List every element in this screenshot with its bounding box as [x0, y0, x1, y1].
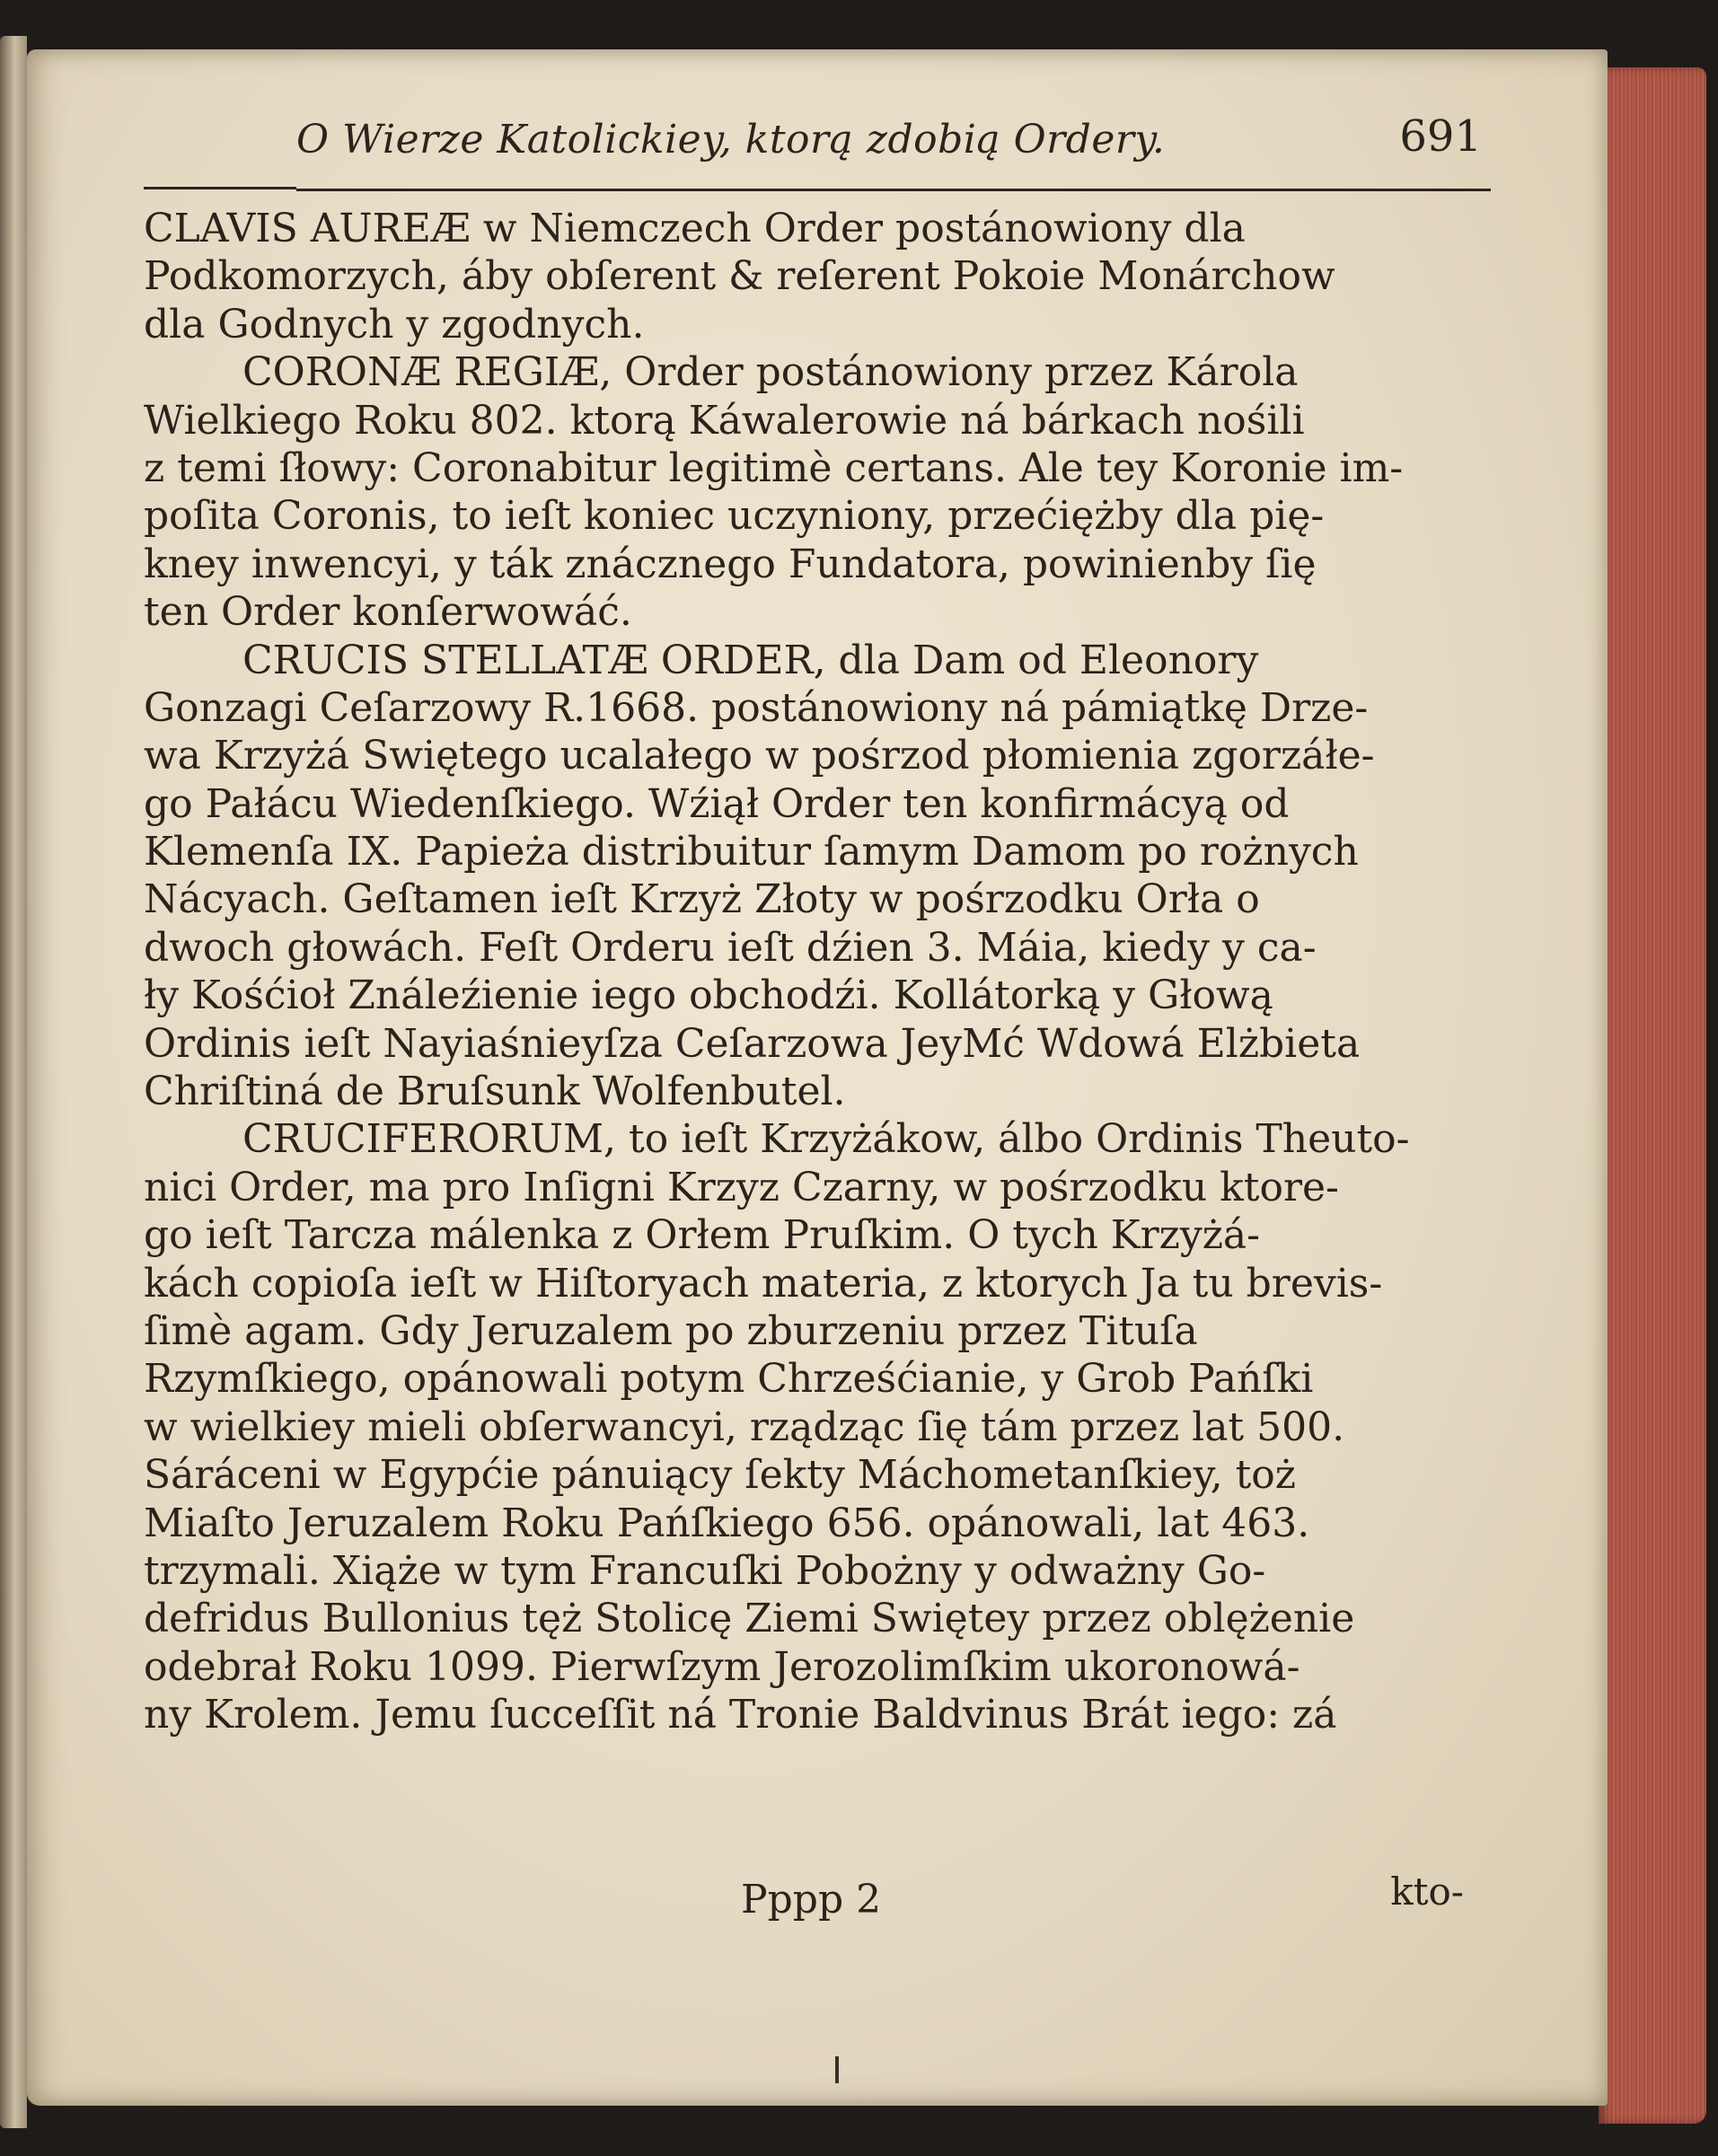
text-line: CRUCIS STELLATÆ ORDER, dla Dam od Eleonory [242, 637, 1259, 683]
text-line: ły Kośćioł Ználeźienie iego obchodźi. Kollátorką y Głową [144, 972, 1273, 1019]
text-line: poſita Coronis, to ieſt koniec uczyniony, przećiężby dla pię- [144, 493, 1325, 540]
text-line: ſimè agam. Gdy Jeruzalem po zburzeniu przez Tituſa [144, 1307, 1198, 1354]
text-line: kách copioſa ieſt w Hiſtoryach materia, z ktorych Ja tu brevis- [144, 1260, 1383, 1307]
text-line: dwoch głowách. Feſt Orderu ieſt dźien 3. Máia, kiedy y ca- [144, 924, 1317, 971]
page-number: 691 [1399, 111, 1482, 162]
text-line: CLAVIS AUREÆ w Niemczech Order postánowiony dla [144, 206, 1246, 251]
text-line: go ieſt Tarcza málenka z Orłem Pruſkim. O tych Krzyżá- [144, 1212, 1260, 1259]
text-line: defridus Bullonius tęż Stolicę Ziemi Swiętey przez oblężenie [144, 1596, 1355, 1642]
text-line: Nácyach. Geſtamen ieſt Krzyż Złoty w pośrzodku Orła o [144, 876, 1260, 923]
text-line: dla Godnych y zgodnych. [144, 301, 645, 348]
text-line: wa Krzyżá Swiętego ucalałego w pośrzod płomienia zgorzáłe- [144, 733, 1375, 779]
catchword: kto- [1390, 1870, 1464, 1914]
body-text [144, 205, 1491, 1739]
text-line: w wielkiey mieli obſerwancyi, rządząc ſię tám przez lat 500. [144, 1404, 1345, 1450]
left-page-edge [0, 36, 27, 2128]
page-header [296, 108, 1491, 191]
text-line: ten Order konſerwowáć. [144, 589, 632, 636]
red-fore-edge [1599, 67, 1706, 2124]
text-line: Podkomorzych, áby obſerent & reſerent Pokoie Monárchow [144, 253, 1335, 300]
running-head: O Wierze Katolickiey, ktorą zdobią Ordery. [296, 117, 1166, 163]
text-line: go Pałácu Wiedenſkiego. Wźiął Order ten konfirmácyą od [144, 780, 1290, 827]
text-line: Wielkiego Roku 802. ktorą Káwalerowie ná bárkach nośili [144, 397, 1305, 444]
text-line: Chriſtiná de Bruſsunk Wolfenbutel. [144, 1069, 846, 1115]
text-line: Gonzagi Ceſarzowy R.1668. postánowiony ná pámiątkę Drze- [144, 684, 1369, 731]
page-footer [144, 1870, 1491, 1931]
text-line: Rzymſkiego, opánowali potym Chrześćianie, y Grob Pańſki [144, 1356, 1314, 1403]
text-line: Sáráceni w Egypćie pánuiący ſekty Máchometanſkiey, toż [144, 1452, 1296, 1499]
gutter-mark [835, 2056, 839, 2083]
text-line: Klemenſa IX. Papieża distribuitur ſamym Damom po rożnych [144, 829, 1359, 876]
text-line: CORONÆ REGIÆ, Order postánowiony przez Károla [242, 349, 1299, 396]
text-line: trzymali. Xiąże w tym Francuſki Pobożny y odważny Go- [144, 1547, 1266, 1594]
text-line: nici Order, ma pro Inſigni Krzyz Czarny, w pośrzodku ktore- [144, 1164, 1339, 1210]
text-line: Ordinis ieſt Nayiaśnieyſza Ceſarzowa JeyMć Wdowá Elżbieta [144, 1020, 1361, 1067]
text-line: odebrał Roku 1099. Pierwſzym Jerozolimſkim ukoronowá- [144, 1643, 1300, 1690]
text-line: z temi ſłowy: Coronabitur legitimè certans. Ale tey Koronie im- [144, 444, 1404, 491]
text-line: ny Krolem. Jemu ſucceſſit ná Tronie Baldvinus Brát iego: zá [144, 1692, 1337, 1738]
signature-mark: Pppp 2 [741, 1877, 882, 1923]
text-line: Miaſto Jeruzalem Roku Pańſkiego 656. opánowali, lat 463. [144, 1500, 1310, 1546]
text-line: CRUCIFERORUM, to ieſt Krzyżákow, álbo Ordinis Theuto- [242, 1116, 1410, 1163]
header-rule [144, 187, 296, 189]
text-line: kney inwencyi, y ták znácznego Fundatora, powinienby ſię [144, 541, 1317, 587]
